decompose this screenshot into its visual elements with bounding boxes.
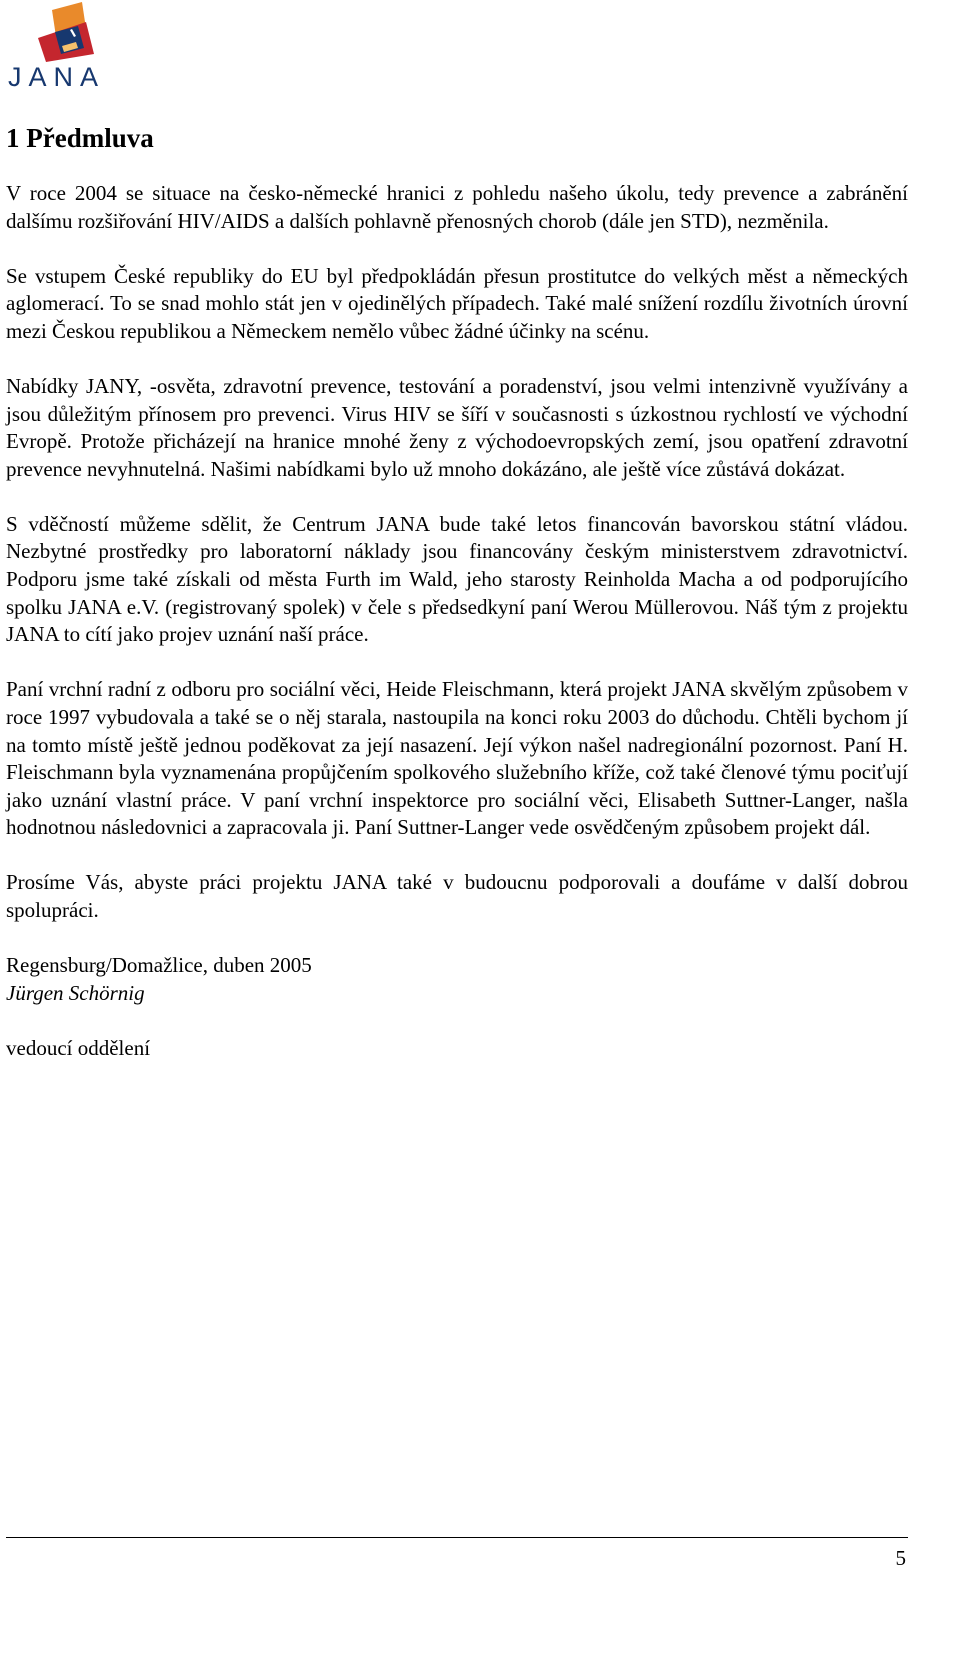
document-body (6, 122, 908, 1062)
page-number: 5 (895, 1546, 906, 1570)
paragraph-4: S vděčností můžeme sdělit, že Centrum JANA bude také letos financován bavorskou státní vládou. Nezbytné prostředky pro laboratorní náklady jsou financovány českým ministerstvem zdravotnictví. Podporu jsme také získali od města Furth im Wald, jeho starosty Reinholda Macha a od podporujícího spolku JANA e.V. (registrovaný spolek) v čele s předsedkyní paní Werou Müllerovou. Náš tým z projektu JANA to cítí jako projev uznání naší práce. (6, 511, 908, 647)
signature-place-date: Regensburg/Domažlice, duben 2005 (6, 953, 312, 978)
footer-divider (6, 1537, 908, 1538)
signature-name: Jürgen Schörnig (6, 980, 145, 1005)
paragraph-5: Paní vrchní radní z odboru pro sociální věci, Heide Fleischmann, která projekt JANA skvělým způsobem v roce 1997 vybudovala a také se o něj starala, nastoupila na konci roku 2003 do důchodu. Chtěli bychom jí na tomto místě ještě jednou poděkovat za její nasazení. Její výkon našel nadregionální pozornost. Paní H. Fleischmann byla vyznamenána propůjčením spolkového služebního kříže, což také členové týmu pociťují jako uznání vlastní práce. V paní vrchní inspektorce pro sociální věci, Elisabeth Suttner-Langer, našla hodnotnou následovnici a zapracovala ji. Paní Suttner-Langer vede osvědčeným způsobem projekt dál. (6, 677, 908, 840)
paragraph-6: Prosíme Vás, abyste práci projektu JANA také v budoucnu podporovali a doufáme v další dobrou spolupráci. (6, 870, 908, 922)
signature-role: vedoucí oddělení (6, 1035, 151, 1060)
jana-logo (8, 2, 126, 102)
jana-logo-text: JANA (8, 62, 106, 92)
signature-block (6, 952, 908, 1062)
section-heading: 1 Předmluva (6, 123, 154, 153)
paragraph-2: Se vstupem České republiky do EU byl předpokládán přesun prostitutce do velkých měst a německých aglomerací. To se snad mohlo stát jen v ojedinělých případech. Také malé snížení rozdílu životních úrovní mezi Českou republikou a Německem nemělo vůbec žádné účinky na scénu. (6, 263, 908, 343)
paragraph-1: V roce 2004 se situace na česko-německé hranici z pohledu našeho úkolu, tedy prevence a zabránění dalšímu rozšiřování HIV/AIDS a dalších pohlavně přenosných chorob (dále jen STD), nezměnila. (6, 181, 908, 233)
paragraph-3: Nabídky JANY, -osvěta, zdravotní prevence, testování a poradenství, jsou velmi intenzivně využívány a jsou důležitým přínosem pro prevenci. Virus HIV se šíří v současnosti s úzkostnou rychlostí ve východní Evropě. Protože přicházejí na hranice mnohé ženy z východoevropských zemí, jsou opatření zdravotní prevence nevyhnutelná. Našimi nabídkami bylo už mnoho dokázáno, ale ještě více zůstává dokázat. (6, 373, 908, 481)
